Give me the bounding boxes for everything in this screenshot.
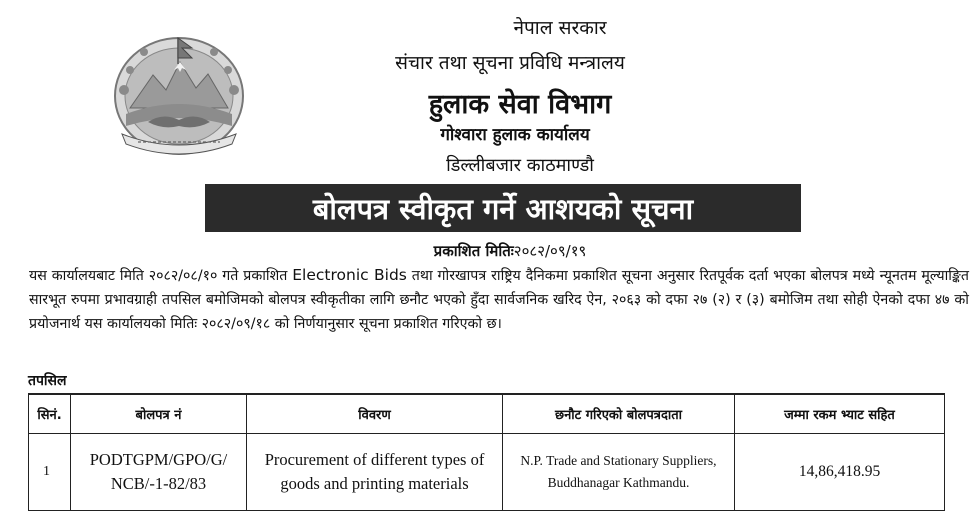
column-header-sn: सिनं. (29, 394, 71, 434)
government-name: नेपाल सरकार (513, 17, 607, 39)
department-name: हुलाक सेवा विभाग (428, 89, 612, 120)
body-english-term: Electronic Bids (292, 266, 407, 284)
bid-details-table (28, 393, 945, 511)
published-date-line (355, 241, 665, 261)
cell-bidder: N.P. Trade and Stationary Suppliers, Buddhanagar Kathmandu. (503, 434, 735, 511)
nepal-government-emblem-icon (108, 30, 250, 158)
office-name: गोश्वारा हुलाक कार्यालय (440, 125, 590, 145)
column-header-description: विवरण (247, 394, 503, 434)
table-header-row (29, 394, 945, 434)
table-row (29, 434, 945, 511)
office-location: डिल्लीबजार काठमाण्डौ (446, 155, 594, 176)
column-header-bidder: छनौट गरिएको बोलपत्रदाता (503, 394, 735, 434)
published-label: प्रकाशित मितिः (433, 242, 514, 260)
ministry-name: संचार तथा सूचना प्रविधि मन्त्रालय (395, 52, 625, 74)
table-heading: तपसिल (28, 373, 67, 389)
notice-body (29, 263, 969, 336)
body-part-2: तथा गोरखापत्र राष्ट्रिय दैनिकमा प्रकाशित सूचना अनुसार रितपूर्वक दर्ता भएका बोलपत्र मध्ये न्यूनतम मूल्याङ्कित सारभूत रुपमा प्रभावग्राही तपसिल बमोजिमको बोलपत्र स्वीकृतीका लागि छनौट भएको हुँदा सार्वजनिक खरिद ऐन, २०६३ को दफा २७ (२) र (३) बमोजिम तथा सोही ऐनको दफा ४७ को प्रयोजनार्थ यस कार्यालयको मितिः २०८२/०९/१८ को निर्णयानुसार सूचना प्रकाशित गरिएको छ। (29, 268, 969, 332)
cell-bid-no: PODTGPM/GPO/G/ NCB/-1-82/83 (71, 434, 247, 511)
cell-description: Procurement of different types of goods and printing materials (247, 434, 503, 511)
column-header-amount: जम्मा रकम भ्याट सहित (735, 394, 945, 434)
cell-amount: 14,86,418.95 (735, 434, 945, 511)
published-date: २०८२/०९/१९ (513, 242, 587, 260)
notice-title-banner (205, 184, 801, 232)
body-part-1: यस कार्यालयबाट मिति २०८२/०८/१० गते प्रकाशित (29, 268, 293, 284)
cell-sn: 1 (29, 434, 71, 511)
notice-title: बोलपत्र स्वीकृत गर्ने आशयको सूचना (312, 191, 694, 226)
column-header-bid-no: बोलपत्र नं (71, 394, 247, 434)
